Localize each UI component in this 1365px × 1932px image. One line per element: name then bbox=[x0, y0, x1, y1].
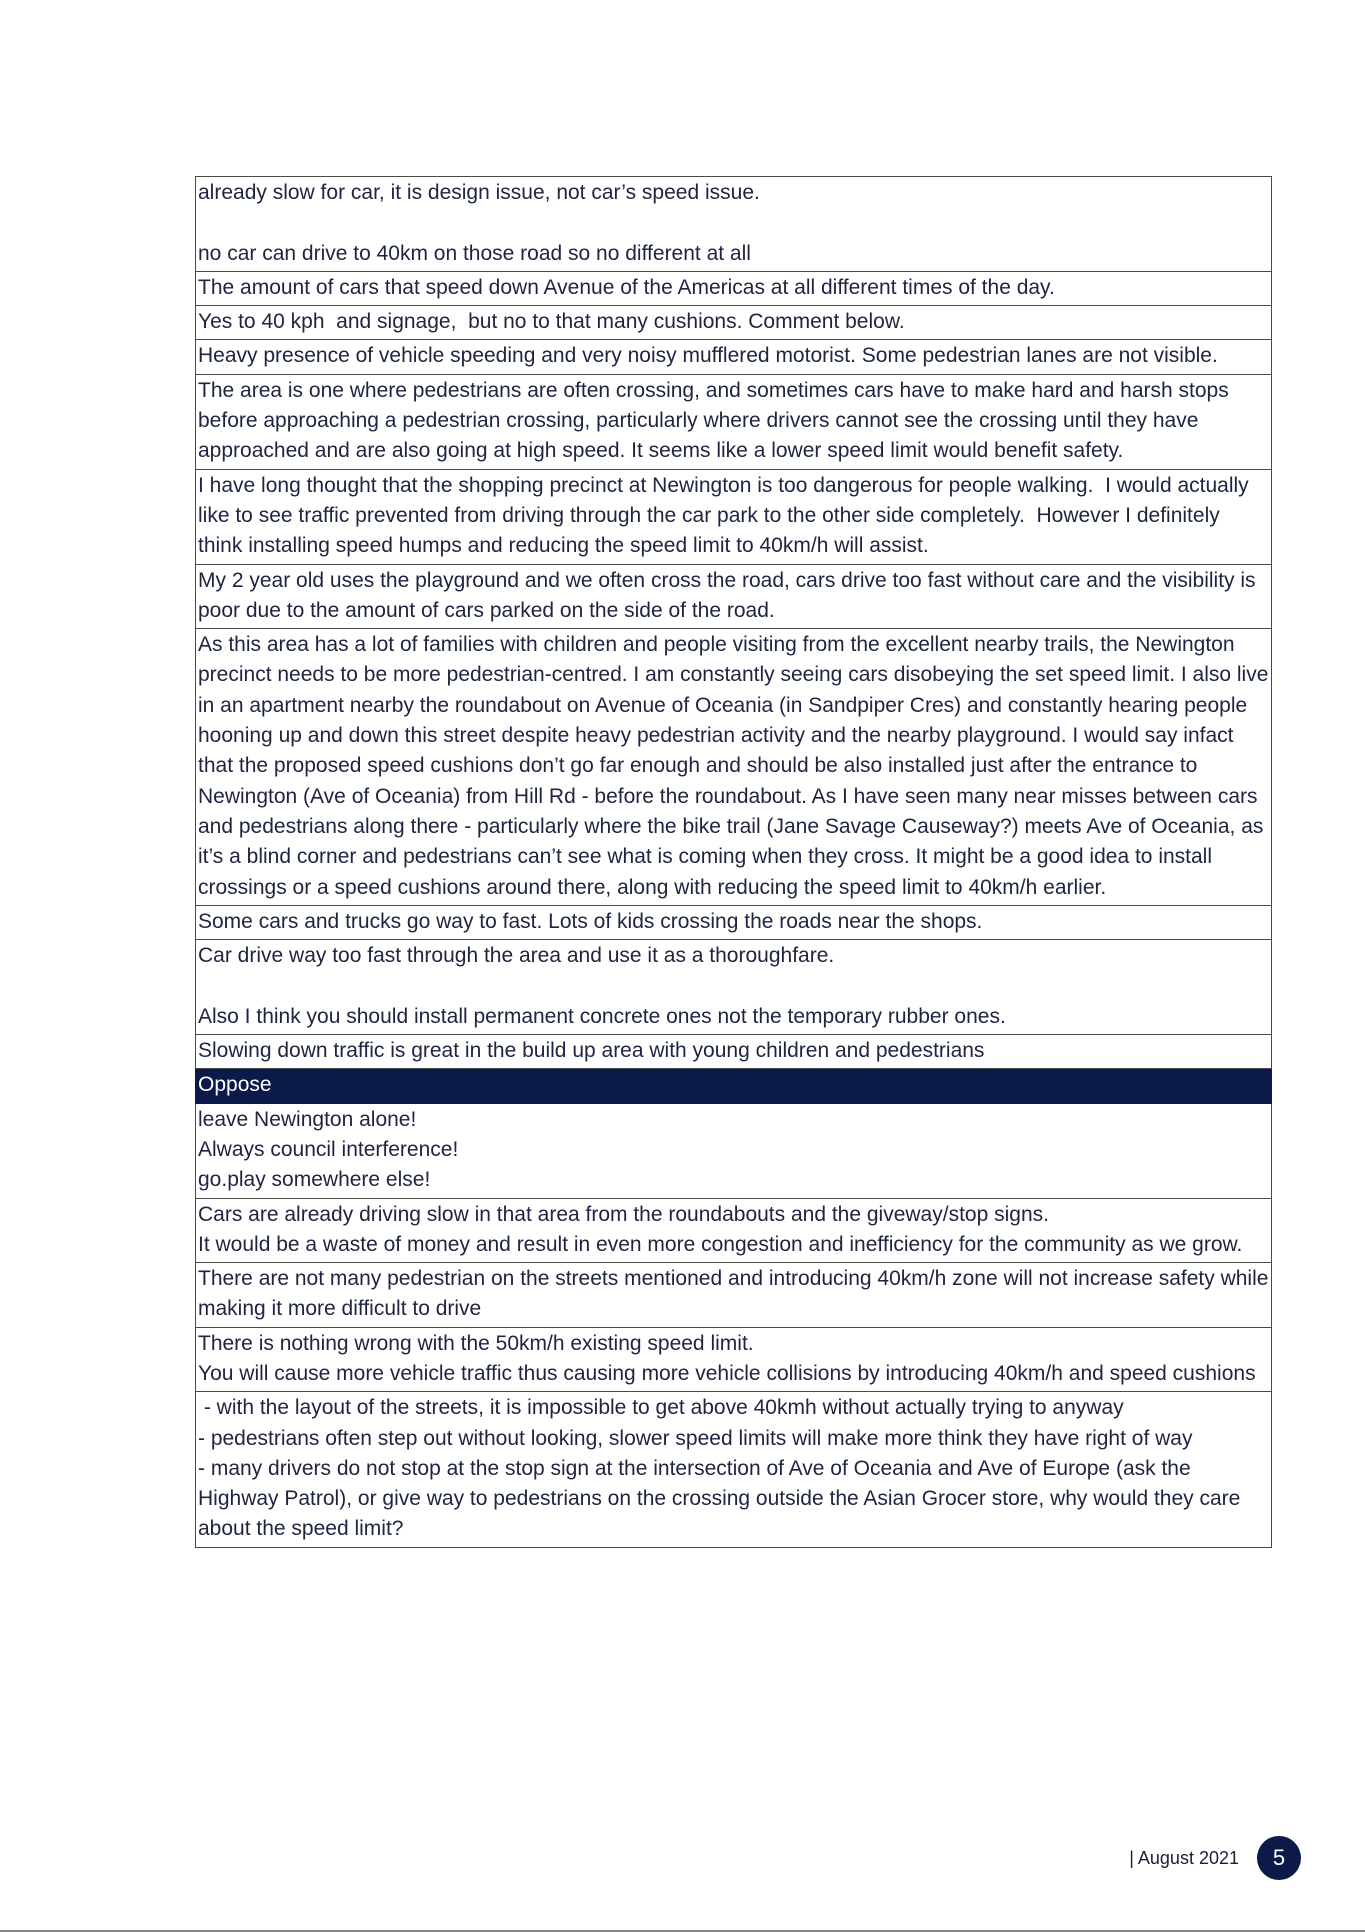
comment-row bbox=[196, 1103, 1272, 1198]
comments-table bbox=[195, 176, 1275, 1548]
comment-cell: The area is one where pedestrians are often crossing, and sometimes cars have to make hard and harsh stops before approaching a pedestrian crossing, particularly where drivers cannot see the crossing until they have approached and are also going at high speed. It seems like a lower speed limit would benefit safety. bbox=[196, 374, 1272, 469]
comment-row bbox=[196, 1392, 1272, 1547]
comment-cell: Cars are already driving slow in that area from the roundabouts and the giveway/stop signs. It would be a waste of money and result in even more congestion and inefficiency for the community as we grow. bbox=[196, 1198, 1272, 1263]
comment-row bbox=[196, 306, 1272, 340]
comment-cell: Slowing down traffic is great in the build up area with young children and pedestrians bbox=[196, 1035, 1272, 1069]
comment-cell: There is nothing wrong with the 50km/h existing speed limit. You will cause more vehicle traffic thus causing more vehicle collisions by introducing 40km/h and speed cushions bbox=[196, 1327, 1272, 1392]
comment-row bbox=[196, 469, 1272, 564]
comment-row bbox=[196, 905, 1272, 939]
comment-cell: There are not many pedestrian on the streets mentioned and introducing 40km/h zone will not increase safety while making it more difficult to drive bbox=[196, 1263, 1272, 1328]
comment-cell: As this area has a lot of families with children and people visiting from the excellent nearby trails, the Newington precinct needs to be more pedestrian-centred. I am constantly seeing cars disobeying the set speed limit. I also live in an apartment nearby the roundabout on Avenue of Oceania (in Sandpiper Cres) and constantly hearing people hooning up and down this street despite heavy pedestrian activity and the nearby playground. I would say infact that the proposed speed cushions don’t go far enough and should be also installed just after the entrance to Newington (Ave of Oceania) from Hill Rd - before the roundabout. As I have seen many near misses between cars and pedestrians along there - particularly where the bike trail (Jane Savage Causeway?) meets Ave of Oceania, as it’s a blind corner and pedestrians can’t see what is coming when they cross. It might be a good idea to install crossings or a speed cushions around there, along with reducing the speed limit to 40km/h earlier. bbox=[196, 629, 1272, 906]
comment-row bbox=[196, 564, 1272, 629]
comment-cell: Heavy presence of vehicle speeding and very noisy mufflered motorist. Some pedestrian lanes are not visible. bbox=[196, 340, 1272, 374]
footer-date: | August 2021 bbox=[1129, 1847, 1239, 1868]
comment-row bbox=[196, 374, 1272, 469]
comment-cell: already slow for car, it is design issue, not car’s speed issue. no car can drive to 40km on those road so no different at all bbox=[196, 177, 1272, 272]
comment-row bbox=[196, 940, 1272, 1035]
comment-row bbox=[196, 177, 1272, 272]
comment-row bbox=[196, 629, 1272, 906]
comment-cell: I have long thought that the shopping precinct at Newington is too dangerous for people walking. I would actually like to see traffic prevented from driving through the car park to the other side completely. However I definitely think installing speed humps and reducing the speed limit to 40km/h will assist. bbox=[196, 469, 1272, 564]
section-header-row bbox=[196, 1069, 1272, 1103]
section-header-cell: Oppose bbox=[196, 1069, 1272, 1103]
comment-cell: - with the layout of the streets, it is impossible to get above 40kmh without actually trying to anyway - pedestrians often step out without looking, slower speed limits will make more think they have right of way - many drivers do not stop at the stop sign at the intersection of Ave of Oceania and Ave of Europe (ask the Highway Patrol), or give way to pedestrians on the crossing outside the Asian Grocer store, why would they care about the speed limit? bbox=[196, 1392, 1272, 1547]
comment-row bbox=[196, 340, 1272, 374]
comment-cell: My 2 year old uses the playground and we often cross the road, cars drive too fast without care and the visibility is poor due to the amount of cars parked on the side of the road. bbox=[196, 564, 1272, 629]
comment-row bbox=[196, 1198, 1272, 1263]
comment-row bbox=[196, 1035, 1272, 1069]
comment-cell: Some cars and trucks go way to fast. Lots of kids crossing the roads near the shops. bbox=[196, 905, 1272, 939]
comment-cell: Car drive way too fast through the area and use it as a thoroughfare. Also I think you should install permanent concrete ones not the temporary rubber ones. bbox=[196, 940, 1272, 1035]
page-number-badge: 5 bbox=[1257, 1836, 1301, 1880]
comment-row bbox=[196, 1263, 1272, 1328]
page-footer bbox=[1129, 1836, 1301, 1880]
comments-table-body bbox=[196, 177, 1275, 1548]
comment-cell: The amount of cars that speed down Avenue of the Americas at all different times of the day. bbox=[196, 271, 1272, 305]
comment-row bbox=[196, 271, 1272, 305]
comment-cell: leave Newington alone! Always council interference! go.play somewhere else! bbox=[196, 1103, 1272, 1198]
comment-cell: Yes to 40 kph and signage, but no to that many cushions. Comment below. bbox=[196, 306, 1272, 340]
comment-row bbox=[196, 1327, 1272, 1392]
